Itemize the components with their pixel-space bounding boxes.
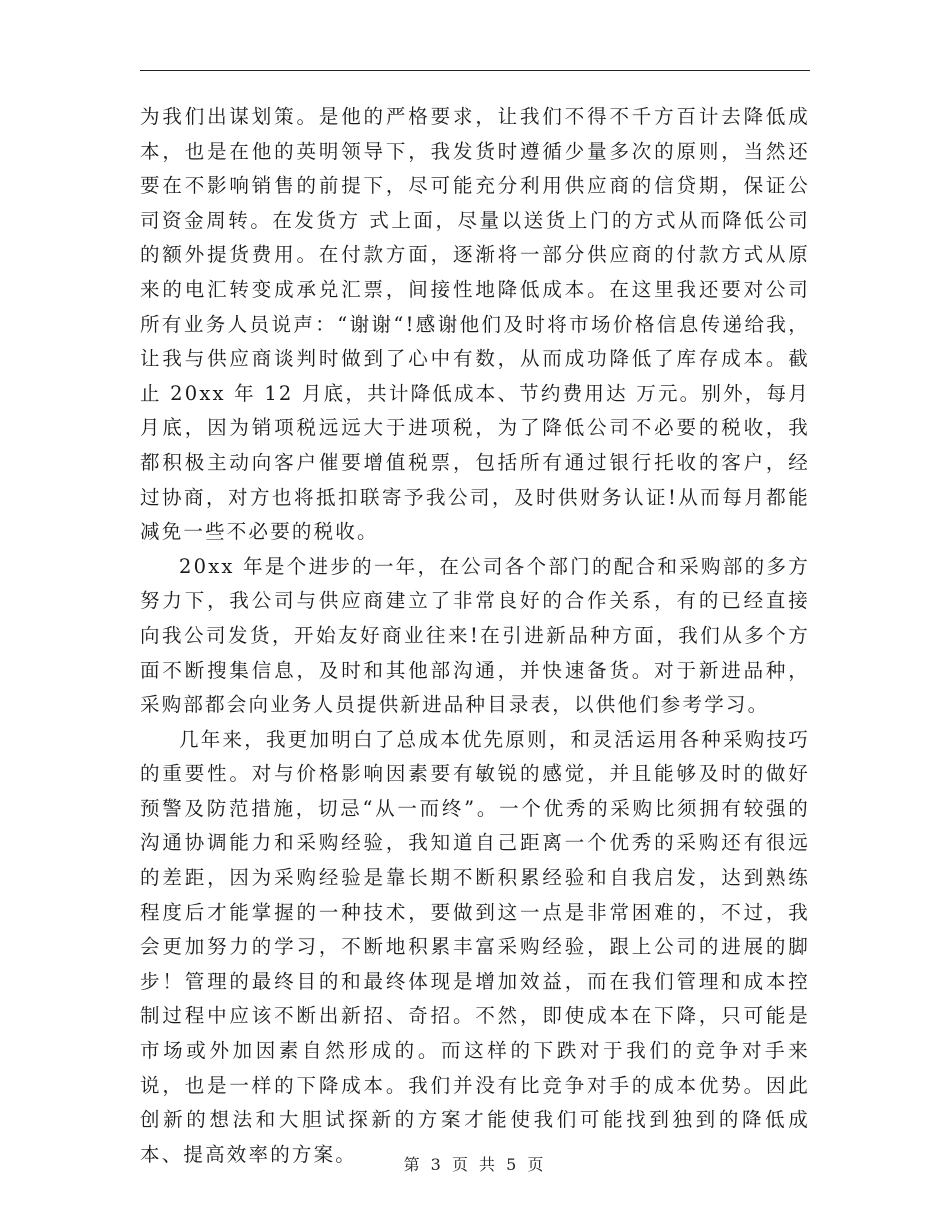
paragraph-1: 为我们出谋划策。是他的严格要求，让我们不得不千方百计去降低成本，也是在他的英明领导下，我发货时遵循少量多次的原则，当然还要在不影响销售的前提下，尽可能充分利用供应商的信贷期，保证公司资金周转。在发货方 式上面，尽量以送货上门的方式从而降低公司的额外提货费用。在付款方面，逐渐将一部分供应商的付款方式从原来的电汇转变成承兑汇票，间接性地降低成本。在这里我还要对公司所有业务人员说声：“谢谢“!感谢他们及时将市场价格信息传递给我，让我与供应商谈判时做到了心中有数，从而成功降低了库存成本。截止 20xx 年 12 月底，共计降低成本、节约费用达 万元。别外，每月月底，因为销项税远远大于进项税，为了降低公司不必要的税收，我都积极主动向客户催要增值税票，包括所有通过银行托收的客户，经过协商，对方也将抵扣联寄予我公司，及时供财务认证!从而每月都能减免一些不必要的税收。: [140, 105, 810, 544]
paragraph-2: 20xx 年是个进步的一年，在公司各个部门的配合和采购部的多方努力下，我公司与供应商建立了非常良好的合作关系，有的已经直接向我公司发货，开始友好商业往来!在引进新品种方面，我们从多个方面不断搜集信息，及时和其他部沟通，并快速备货。对于新进品种，采购部都会向业务人员提供新进品种目录表，以供他们参考学习。: [140, 554, 810, 717]
header-rule: [140, 70, 810, 71]
page-number-footer: 第 3 页 共 5 页: [403, 1155, 547, 1174]
paragraph-3: 几年来，我更加明白了总成本优先原则，和灵活运用各种采购技巧的重要性。对与价格影响因素要有敏锐的感觉，并且能够及时的做好预警及防范措施，切忌“从一而终”。一个优秀的采购比须拥有较强的沟通协调能力和采购经验，我知道自己距离一个优秀的采购还有很远的差距，因为采购经验是靠长期不断积累经验和自我启发，达到熟练程度后才能掌握的一种技术，要做到这一点是非常困难的，不过，我会更加努力的学习，不断地积累丰富采购经验，跟上公司的进展的脚步！管理的最终目的和最终体现是增加效益，而在我们管理和成本控制过程中应该不断出新招、奇招。不然，即使成本在下降，只可能是市场或外加因素自然形成的。而这样的下跌对于我们的竞争对手来说，也是一样的下降成本。我们并没有比竞争对手的成本优势。因此创新的想法和大胆试探新的方案才能使我们可能找到独到的降低成本、提高效率的方案。: [140, 727, 810, 1166]
document-body: [140, 100, 810, 1172]
